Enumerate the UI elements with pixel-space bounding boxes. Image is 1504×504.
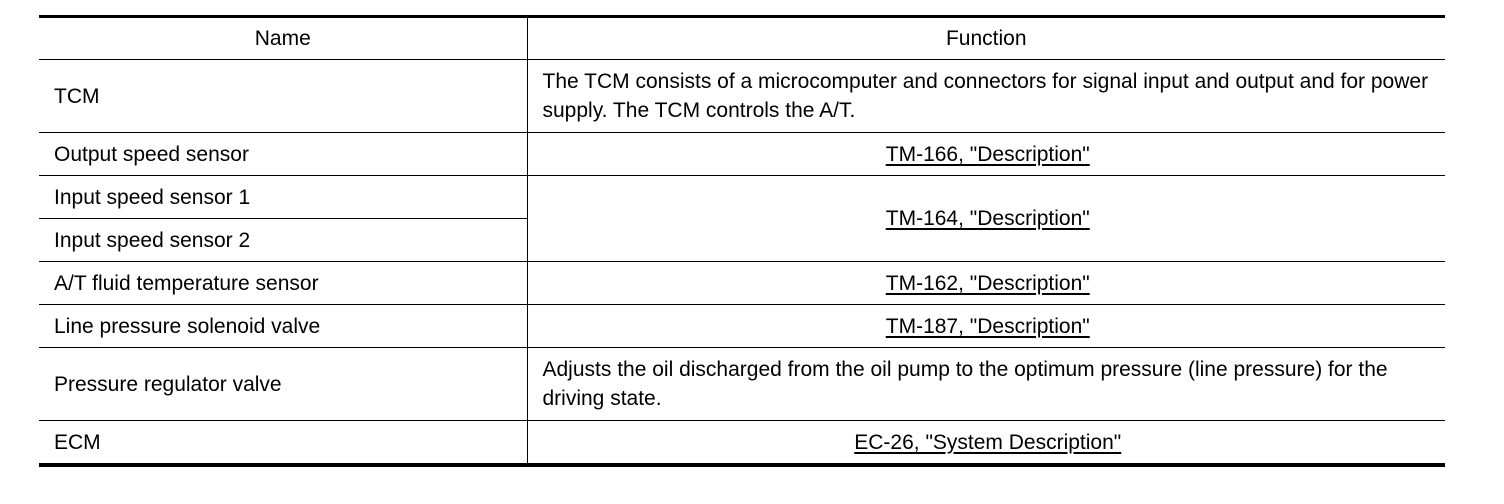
row-function-cell: [527, 176, 1445, 262]
row-function-cell: [527, 133, 1445, 176]
table-body: [39, 60, 1445, 466]
header-row: [39, 17, 1445, 60]
row-name-cell: Input speed sensor 2: [39, 219, 527, 262]
row-function-cell: [527, 305, 1445, 348]
component-function-table: [39, 15, 1445, 467]
row-name-cell: ECM: [39, 421, 527, 466]
row-function-cell: The TCM consists of a microcomputer and connectors for signal input and output and for power supply. The TCM controls the A/T.: [527, 60, 1445, 133]
table-row: [39, 262, 1445, 305]
row-name-cell: Input speed sensor 1: [39, 176, 527, 219]
reference-link[interactable]: TM-166, "Description": [885, 142, 1090, 166]
row-name-cell: Line pressure solenoid valve: [39, 305, 527, 348]
table-row: [39, 305, 1445, 348]
table-row: [39, 176, 1445, 219]
reference-link[interactable]: TM-187, "Description": [885, 314, 1090, 338]
row-name-cell: A/T fluid temperature sensor: [39, 262, 527, 305]
reference-link[interactable]: EC-26, "System Description": [854, 430, 1122, 454]
table-row: [39, 60, 1445, 133]
table-row: [39, 348, 1445, 421]
row-function-cell: Adjusts the oil discharged from the oil pump to the optimum pressure (line pressure) for the driving state.: [527, 348, 1445, 421]
table-header: [39, 17, 1445, 60]
name-column-header: Name: [39, 17, 527, 60]
function-column-header: Function: [527, 17, 1445, 60]
row-function-cell: [527, 262, 1445, 305]
component-function-table-container: [39, 15, 1445, 467]
row-name-cell: TCM: [39, 60, 527, 133]
row-function-cell: [527, 421, 1445, 466]
table-row: [39, 133, 1445, 176]
table-row: [39, 421, 1445, 466]
reference-link[interactable]: TM-162, "Description": [885, 271, 1090, 295]
row-name-cell: Output speed sensor: [39, 133, 527, 176]
reference-link[interactable]: TM-164, "Description": [885, 207, 1090, 230]
row-name-cell: Pressure regulator valve: [39, 348, 527, 421]
